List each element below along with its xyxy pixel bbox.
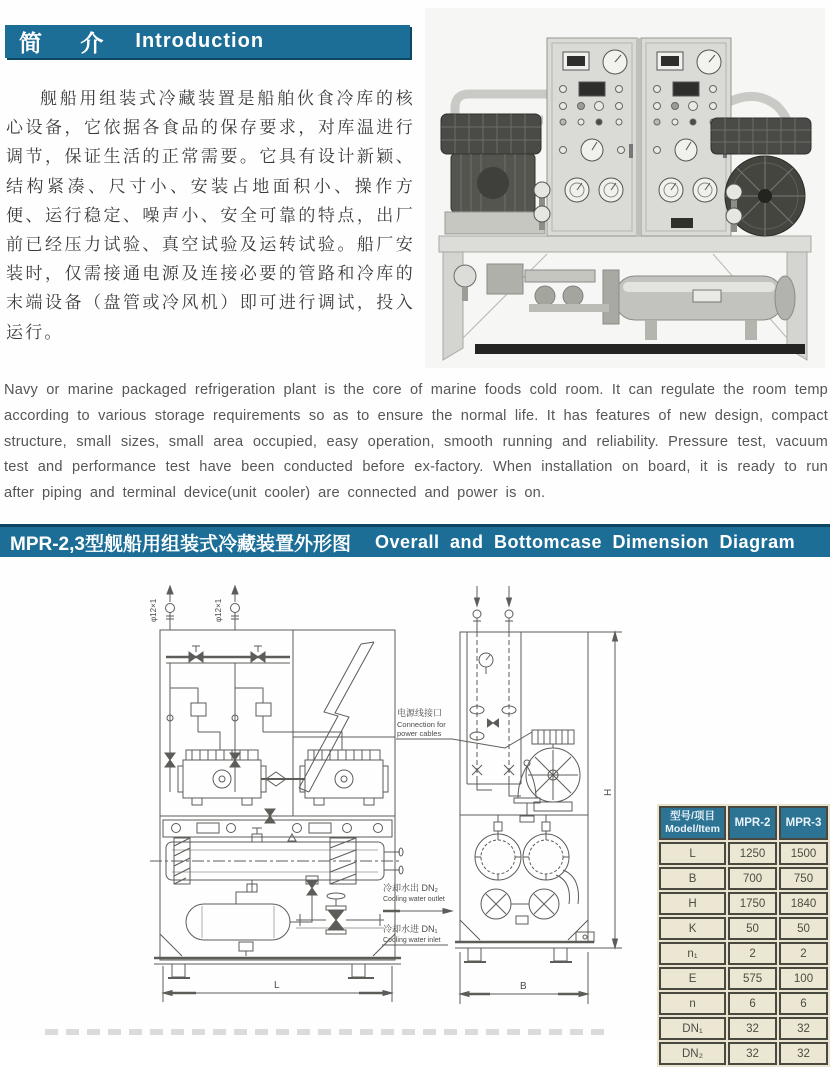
row-label: DN₁	[659, 1017, 726, 1040]
table-row	[659, 842, 828, 865]
nameplate	[671, 218, 693, 228]
table-row	[659, 992, 828, 1015]
cell-mpr2: 32	[728, 1042, 777, 1065]
cell-mpr3: 32	[779, 1042, 828, 1065]
dimension-drawing	[0, 560, 660, 1030]
lightning-symbol	[299, 642, 374, 792]
section-title-en: Overall and Bottomcase Dimension Diagram	[374, 531, 796, 552]
water-outlet-label-zh: 冷却水出 DN₂	[383, 883, 438, 893]
power-connection-label-en2: power cables	[397, 729, 442, 738]
power-connection-label-zh: 电源线接口	[397, 708, 443, 718]
table-row	[659, 867, 828, 890]
intro-title-zh: 简 介	[19, 30, 120, 56]
side-view-drawing	[455, 586, 622, 1004]
cell-mpr2: 6	[728, 992, 777, 1015]
table-header-model-item	[659, 806, 726, 840]
table-row	[659, 1042, 828, 1065]
cell-mpr2: 50	[728, 917, 777, 940]
row-label: DN₂	[659, 1042, 726, 1065]
table-row	[659, 892, 828, 915]
intro-title-en: Introduction	[135, 30, 265, 52]
cell-mpr2: 1750	[728, 892, 777, 915]
cell-mpr3: 6	[779, 992, 828, 1015]
section-title-zh: MPR-2,3型舰船用组装式冷藏装置外形图	[10, 533, 351, 555]
control-cabinet-left	[547, 38, 637, 236]
water-outlet-label-en: Cooling water outlet	[383, 896, 445, 903]
cell-mpr2: 32	[728, 1017, 777, 1040]
cell-mpr3: 1500	[779, 842, 828, 865]
cell-mpr3: 32	[779, 1017, 828, 1040]
row-label: E	[659, 967, 726, 990]
intro-header-bar	[5, 25, 410, 58]
cell-mpr2: 2	[728, 942, 777, 965]
row-label: n	[659, 992, 726, 1015]
table-header-mpr3: MPR-3	[779, 806, 828, 840]
intro-body-en: Navy or marine packaged refrigeration plant is the core of marine foods cold room. It can regulate the room temp according to various storage requirements so as to ensure the normal life. It has features of new design, compact structure, small sizes, small area occupied, easy operation, smooth running and reliability. Pressure test, vacuum test and performance test have been conducted before ex-factory. When installation on board, it is ready to run after piping and terminal device(unit cooler) are connected and power is on.	[4, 382, 828, 502]
dim-label-L: L	[274, 980, 280, 991]
cell-mpr2: 575	[728, 967, 777, 990]
cell-mpr3: 750	[779, 867, 828, 890]
table-header-row	[659, 806, 828, 840]
spec-table	[657, 804, 830, 1067]
cell-mpr3: 2	[779, 942, 828, 965]
front-view-drawing	[150, 586, 403, 1002]
model-item-en: Model/Item	[665, 823, 720, 835]
compressor-left	[441, 114, 545, 234]
cabinet-seam	[636, 38, 641, 236]
intro-body-zh: 舰船用组装式冷藏装置是船舶伙食冷库的核心设备，它依据各食品的保存要求，对库温进行调节，保证生活的正常需要。它具有设计新颖、结构紧凑、尺寸小、安装占地面积小、操作方便、运行稳定、噪声小、安全可靠的特点，出厂前已经压力试验、真空试验及运转试验。船厂安装时，仅需接通电源及连接必要的管路和冷库的末端设备（盘管或冷风机）即可进行调试，投入运行。	[6, 89, 415, 342]
pipe-spec-label-2: φ12×1	[214, 598, 223, 622]
dim-label-H: H	[603, 788, 614, 796]
cell-mpr2: 700	[728, 867, 777, 890]
dim-label-B: B	[520, 981, 527, 992]
table-row	[659, 942, 828, 965]
cell-mpr3: 1840	[779, 892, 828, 915]
cut-off-text-remnant	[45, 1029, 605, 1035]
table-row	[659, 1017, 828, 1040]
table-header-mpr2: MPR-2	[728, 806, 777, 840]
row-label: H	[659, 892, 726, 915]
section-header-bar	[0, 524, 830, 557]
model-item-zh: 型号/项目	[670, 810, 715, 822]
table-row	[659, 917, 828, 940]
power-connection-label-en1: Connection for	[397, 720, 446, 729]
table-row	[659, 967, 828, 990]
cell-mpr3: 50	[779, 917, 828, 940]
row-label: B	[659, 867, 726, 890]
dimension-B	[460, 952, 588, 1004]
pipe-spec-label-1: φ12×1	[149, 598, 158, 622]
cell-mpr3: 100	[779, 967, 828, 990]
product-photo	[425, 8, 825, 368]
row-label: L	[659, 842, 726, 865]
row-label: K	[659, 917, 726, 940]
cell-mpr2: 1250	[728, 842, 777, 865]
water-inlet-label-en: Cooling water inlet	[383, 937, 441, 944]
water-inlet-label-zh: 冷却水进 DN₁	[383, 924, 438, 934]
row-label: n₁	[659, 942, 726, 965]
